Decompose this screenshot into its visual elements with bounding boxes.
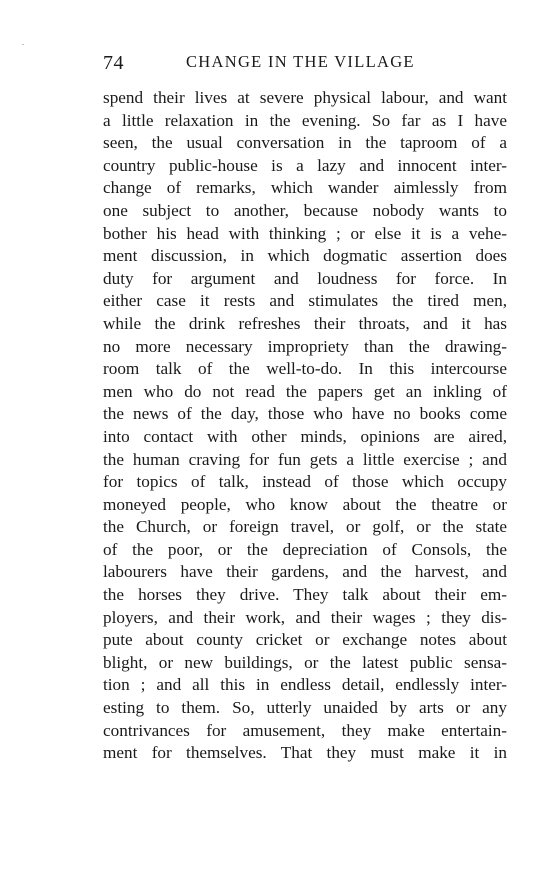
text-line: ployers, and their work, and their wages ; they dis- xyxy=(103,607,507,627)
text-line: the Church, or foreign travel, or golf, or the state xyxy=(103,517,507,537)
text-line: of the poor, or the depreciation of Consols, the xyxy=(103,539,507,559)
text-line: blight, or new buildings, or the latest public sensa- xyxy=(103,652,507,672)
text-line: change of remarks, which wander aimlessly from xyxy=(103,178,507,198)
text-line: ment for themselves. That they must make it in xyxy=(103,743,507,763)
text-line: pute about county cricket or exchange notes about xyxy=(103,630,507,650)
text-line: for topics of talk, instead of those which occupy xyxy=(103,472,507,492)
text-line: men who do not read the papers get an inkling of xyxy=(103,381,507,401)
text-line: spend their lives at severe physical labour, and want xyxy=(103,88,507,107)
text-line: esting to them. So, utterly unaided by arts or any xyxy=(103,698,507,718)
text-line: no more necessary impropriety than the drawing- xyxy=(103,336,507,356)
text-line: either case it rests and stimulates the tired men, xyxy=(103,291,507,311)
text-line: seen, the usual conversation in the taproom of a xyxy=(103,133,507,153)
text-line: the horses they drive. They talk about their em- xyxy=(103,585,507,605)
text-line: bother his head with thinking ; or else it is a vehe- xyxy=(103,223,507,243)
paper-speck xyxy=(22,44,24,45)
text-line: the news of the day, those who have no books come xyxy=(103,404,507,424)
text-line: moneyed people, who know about the theatre or xyxy=(103,494,507,514)
text-line: ment discussion, in which dogmatic assertion does xyxy=(103,246,507,266)
text-line: contrivances for amusement, they make entertain- xyxy=(103,720,507,740)
running-head xyxy=(103,52,507,76)
text-line: a little relaxation in the evening. So far as I have xyxy=(103,110,507,130)
text-line: duty for argument and loudness for force. In xyxy=(103,268,507,288)
text-line: labourers have their gardens, and the harvest, and xyxy=(103,562,507,582)
text-line: one subject to another, because nobody wants to xyxy=(103,200,507,220)
text-line: the human craving for fun gets a little exercise ; and xyxy=(103,449,507,469)
text-line: into contact with other minds, opinions are aired, xyxy=(103,426,507,446)
text-line: tion ; and all this in endless detail, endlessly inter- xyxy=(103,675,507,695)
running-title: CHANGE IN THE VILLAGE xyxy=(186,52,415,71)
body-text xyxy=(103,87,507,765)
text-line: while the drink refreshes their throats, and it has xyxy=(103,313,507,333)
text-line: room talk of the well-to-do. In this intercourse xyxy=(103,359,507,379)
page-number: 74 xyxy=(103,52,124,74)
text-line: country public-house is a lazy and innocent inter- xyxy=(103,155,507,175)
